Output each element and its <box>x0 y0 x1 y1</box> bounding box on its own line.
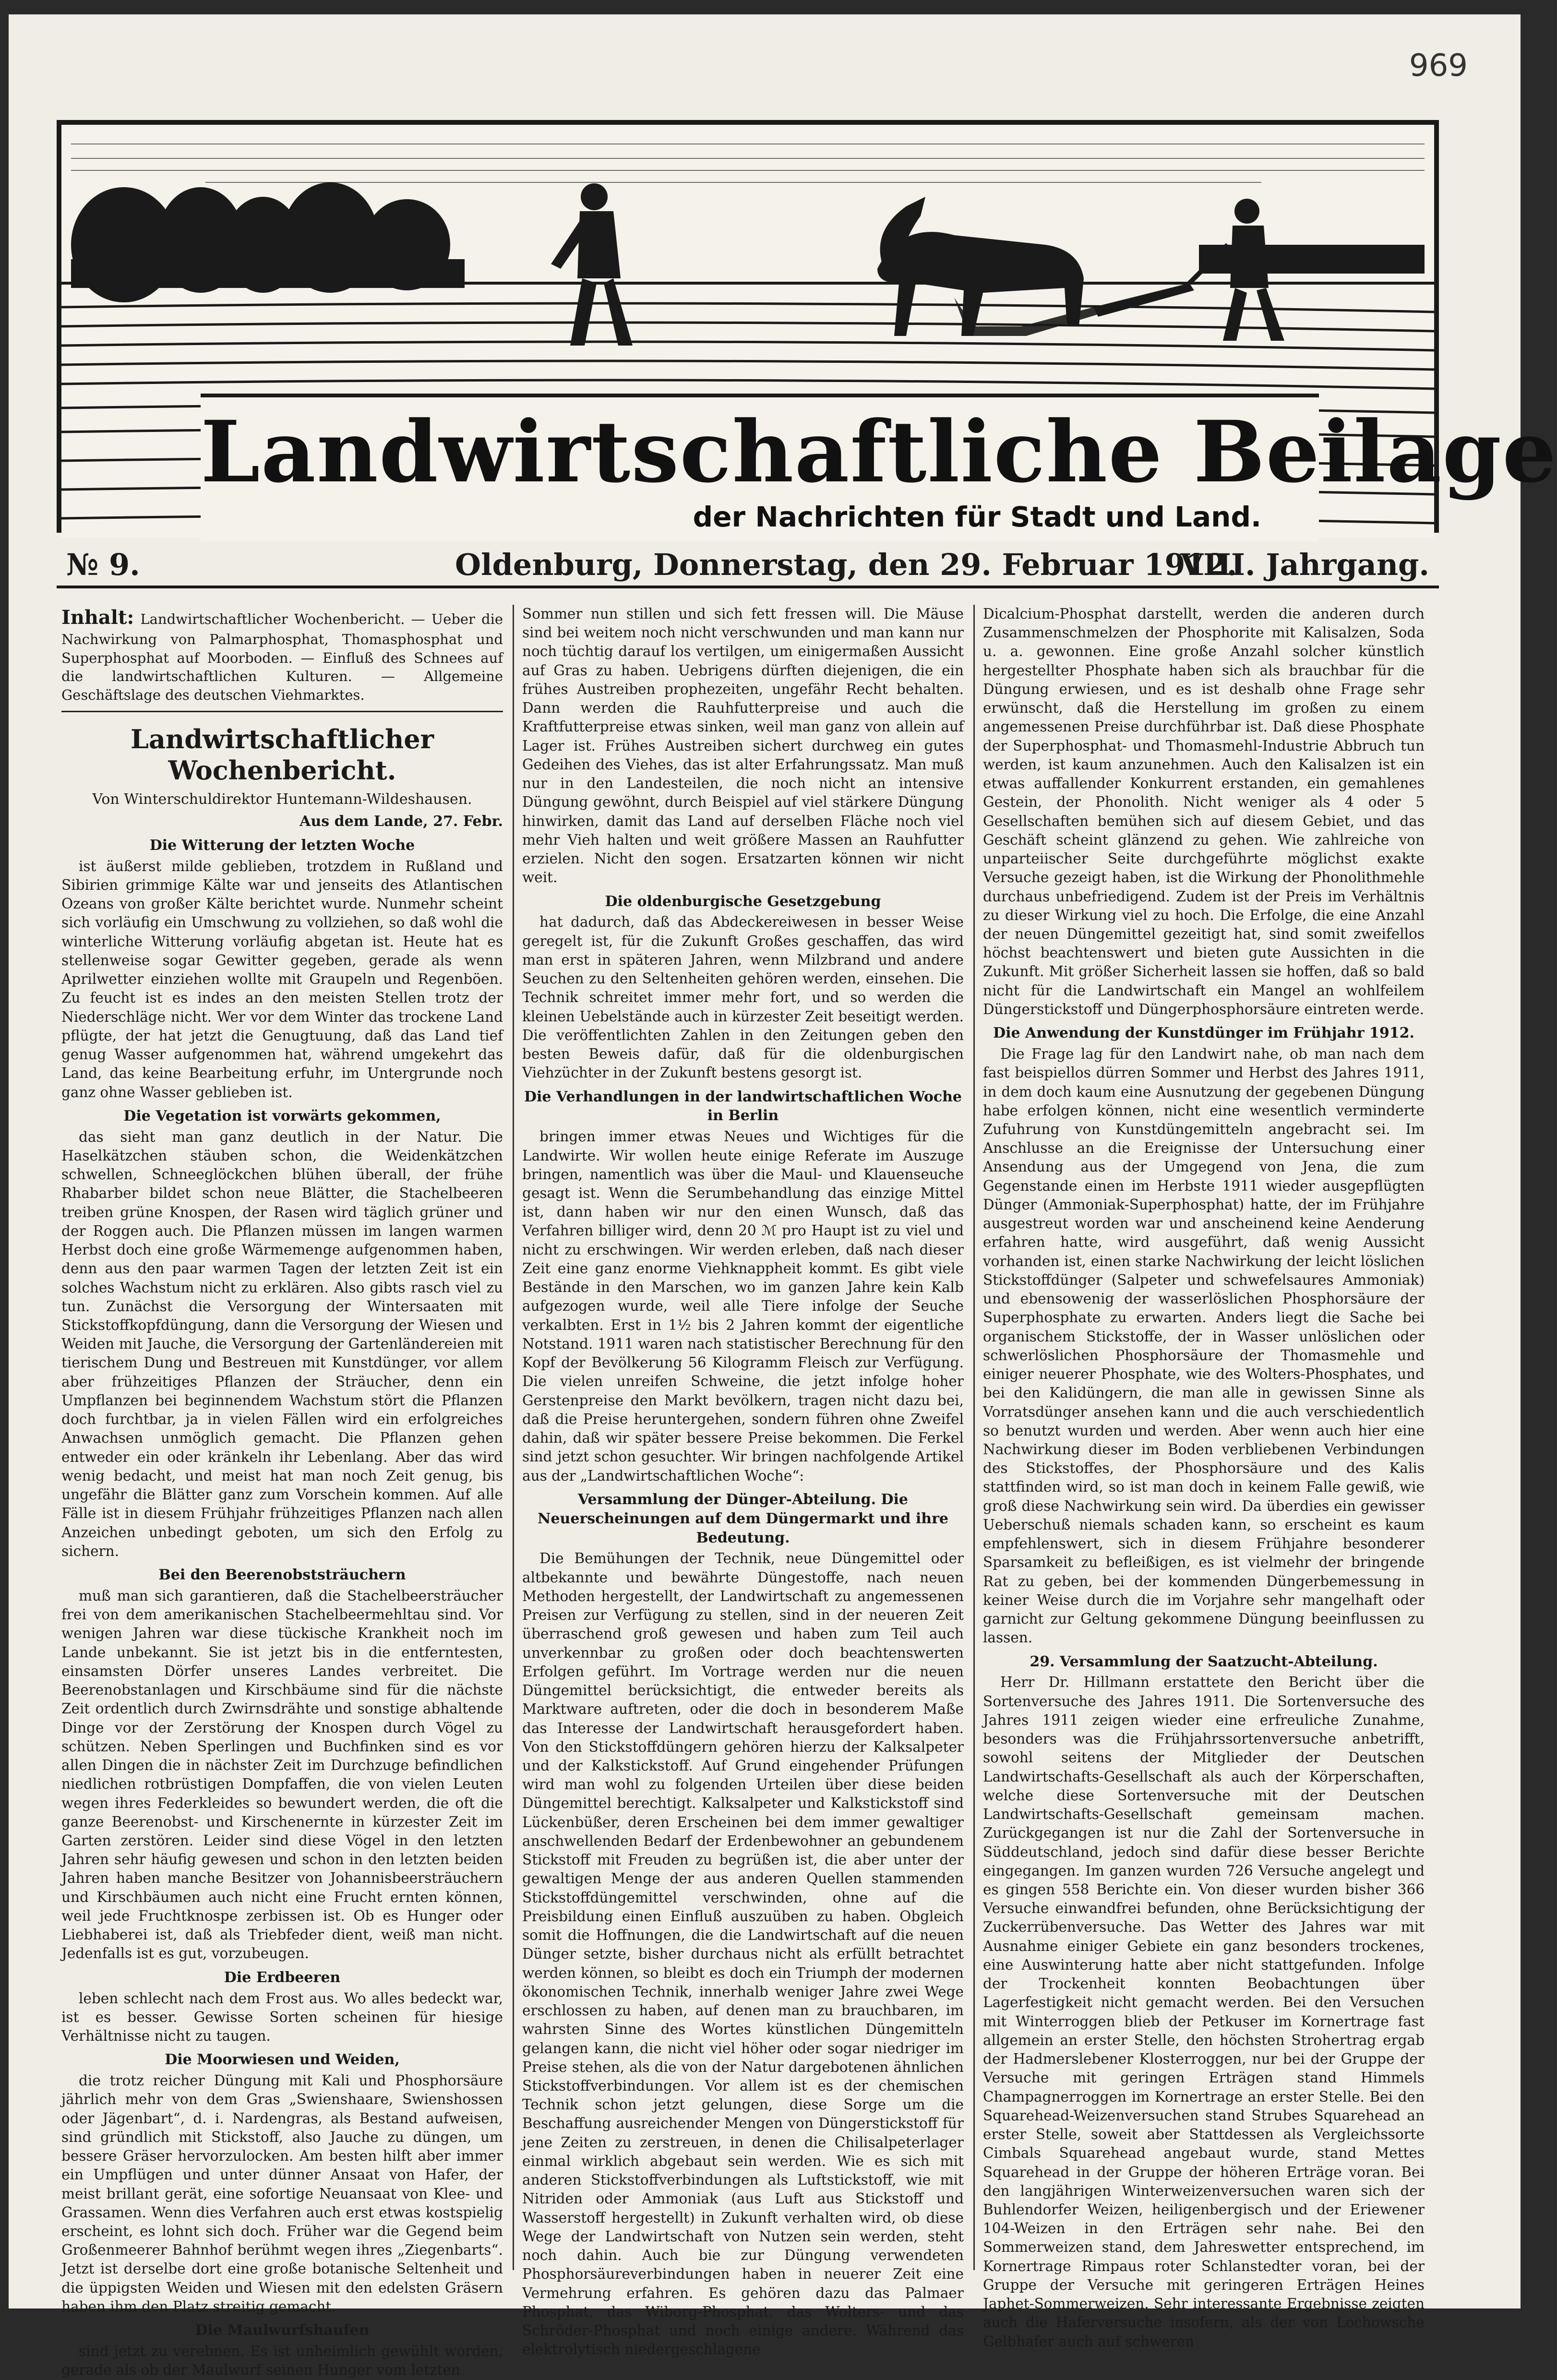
section-text: Die Bemühungen der Technik, neue Düngemittel oder altbekannte und bewährte Düngestoffe, nach neuen Methoden hergestellt, der Landwirtschaft zu angemessenen Preisen zur Verfügung zu stellen, sind in der neueren Zeit überraschend groß gewesen und haben zum Teil auch unverkennbar zu großen oder doch beachtenswerten Erfolgen geführt. Im Vortrage werden nur die neuen Düngemittel berücksichtigt, die entweder bereits als Marktware auftreten, oder die doch in besonderem Maße das Interesse der Landwirtschaft herausgefordert haben. Von den Stickstoffdüngern gehören hierzu der Kalksalpeter und der Kalkstickstoff. Auf Grund eingehender Prüfungen wird man wohl zu folgenden Urteilen über diese beiden Düngemittel berechtigt. Kalksalpeter und Kalkstickstoff sind Lückenbüßer, deren Erscheinen bei dem immer gewaltiger anschwellenden Bedarf der Erdenbewohner an gebundenem Stickstoff mit Freuden zu begrüßen ist, die aber unter der gewaltigen Menge der aus anderen Quellen stammenden Stickstoffdüngemittel verschwinden, ohne auf die Preisbildung einen Einfluß auszuüben zu haben. Obgleich somit die Hoffnungen, die die Landwirtschaft auf die neuen Dünger setzte, bisher durchaus nicht als erfüllt betrachtet werden können, so bleibt es doch ein Triumph der modernen ökonomischen Technik, innerhalb weniger Jahre zwei Wege erschlossen zu haben, auf denen man zu brauchbaren, im wahrsten Sinne des Wortes künstlichen Düngemitteln gelangen kann, die nicht viel höher oder sogar niedriger im Preise stehen, als die von der Natur dargebotenen ähnlichen Stickstoffverbindungen. Vor allem ist es der chemischen Technik schon jetzt gelungen, diese Sorge um die Beschaffung ausreichender Mengen von Düngerstickstoff für jene Zeiten zu zerstreuen, in denen die Chilisalpeterlager einmal wirklich abgebaut sein werden. Wie es sich mit anderen Stickstoffverbindungen als Luftstickstoff, wie mit Nitriden oder Ammoniak (aus Luft aus Stickstoff und Wasserstoff hergestellt) in Zukunft verhalten wird, ob diese Wege der Landwirtschaft von Nutzen sein werden, steht noch dahin. Auch bie zur Düngung verwendeten Phosphorsäureverbindungen haben in neuerer Zeit eine Vermehrung erfahren. Es gehören dazu das Palmaer Phosphat, das Wiborg-Phosphat, das Wolters- und das Schröder-Phosphat und noch einige andere. Während das elektrolytisch niedergeschlagene <box>522 1550 964 2358</box>
masthead <box>57 120 1557 533</box>
column-1 <box>61 605 503 2379</box>
section-heading: Die Witterung der letzten Woche <box>149 837 415 854</box>
toc-label: Inhalt: <box>61 606 134 629</box>
section-text: hat dadurch, daß das Abdeckereiwesen in besser Weise geregelt ist, für die Zukunft Großes geschaffen, das wird man erst in späteren Jahren, wenn Milzbrand und andere Seuchen zu den Seltenheiten gehören werden, einsehen. Die Technik schreitet immer mehr fort, und so werden die kleinen Uebelstände auch in kürzester Zeit beseitigt werden. Die veröffentlichten Zahlen in den Zeitungen geben den besten Beweis dafür, daß für die oldenburgischen Viehzüchter in der Zukunft bestens gesorgt ist. <box>522 914 964 1081</box>
volume-year: VIII. Jahrgang. <box>1180 547 1429 582</box>
section-rule <box>61 711 503 712</box>
section-text: ist äußerst milde geblieben, trotzdem in Rußland und Sibirien grimmige Kälte war und jenseits des Atlantischen Ozeans von großer Kälte berichtet wurde. Nunmehr scheint sich vorläufig ein Umschwung zu vollziehen, so daß wohl die winterliche Witterung vorläufig abgetan ist. Heute hat es stellenweise sogar Gewitter gegeben, gerade als wenn Aprilwetter einziehen wollte mit Graupeln und Regenböen. Zu feucht ist es indes an den meisten Stellen trotz der Niederschläge nicht. Wer vor dem Winter das trockene Land pflügte, der hat jetzt die Genugtuung, daß das Land tief genug Wasser aufgenommen hat, während umgekehrt das Land, das keine Bearbeitung erfuhr, im Untergrunde noch ganz ohne Wasser geblieben ist. <box>61 858 503 1100</box>
column-3 <box>983 605 1425 2350</box>
section-heading: Versammlung der Dünger-Abteilung. Die Neuerscheinungen auf dem Düngermarkt und ihre Bedeutung. <box>538 1491 948 1546</box>
section-text: die trotz reicher Düngung mit Kali und Phosphorsäure jährlich mehr von dem Gras „Swienshaare, Swienshossen oder Jägenbart“, d. i. Nardengras, als Bestand aufweisen, sind gründlich mit Stickstoff, also Jauche zu düngen, um bessere Gräser hervorzulocken. Am besten hilft aber immer ein Umpflügen und unter dünner Ansaat von Hafer, der meist brillant gerät, eine sofortige Neuansaat von Klee- und Grassamen. Wenn dies Verfahren auch erst etwas kostspielig erscheint, es lohnt sich doch. Früher war die Gegend beim Großenmeerer Bahnhof berühmt wegen ihres „Ziegenbarts“. Jetzt ist derselbe dort eine große botanische Seltenheit und die üppigsten Weiden und Wiesen mit den edelsten Gräsern haben ihm den Platz streitig gemacht. <box>61 2072 503 2315</box>
dateline <box>57 547 1439 588</box>
section-text: das sieht man ganz deutlich in der Natur. Die Haselkätzchen stäuben schon, die Weidenkätzchen schwellen, Schneeglöckchen blühen überall, der frühe Rhabarber bildet schon neue Blätter, die Stachelbeeren treiben grüne Knospen, der Rasen wird täglich grüner und der Roggen auch. Die Pflanzen müssen im langen warmen Herbst doch eine große Wärmemenge aufgenommen haben, denn aus den paar warmen Tagen der letzten Zeit ist ein solches Wachstum nicht zu erklären. Also gibts rasch viel zu tun. Zunächst die Versorgung der Wintersaaten mit Stickstoffkopfdüngung, dann die Versorgung der Wiesen und Weiden mit Jauche, die Versorgung der Gartenländereien mit tierischem Dung und Bestreuen mit Kunstdünger, vor allem aber frühzeitiges Pflanzen der Sträucher, denn ein Umpflanzen bei beginnendem Wachstum stört die Pflanzen doch furchtbar, ja in vielen Fällen wird ein erfolgreiches Anwachsen unmöglich gemacht. Die Pflanzen gehen entweder ein oder kränkeln ihr Lebenlang. Aber das wird wenig bedacht, und meist hat man noch Zeit genug, bis ungefähr die Blätter ganz zum Vorschein kommen. Auf alle Fälle ist in diesem Frühjahr frühzeitiges Pflanzen nach allen Anzeichen unbedingt geboten, um sich den Erfolg zu sichern. <box>61 1128 503 1559</box>
section-text: bringen immer etwas Neues und Wichtiges für die Landwirte. Wir wollen heute einige Referate im Auszuge bringen, namentlich was über die Maul- und Klauenseuche gesagt ist. Wenn die Serumbehandlung das einzige Mittel ist, dann haben wir nur den einen Wunsch, daß das Verfahren billiger wird, denn 20 ℳ pro Haupt ist zu viel und nicht zu erschwingen. Wir werden erleben, daß nach dieser Zeit eine ganz enorme Viehknappheit kommt. Es gibt viele Bestände in den Marschen, wo im ganzen Jahre kein Kalb aufgezogen wurde, weil alle Tiere infolge der Seuche verkalbten. Erst in 1½ bis 2 Jahren kommt der eigentliche Notstand. 1911 waren nach statistischer Berechnung für den Kopf der Bevölkerung 56 Kilogramm Fleisch zur Verfügung. Die vielen unreifen Schweine, die jetzt infolge hoher Gerstenpreise den Markt bevölkern, tragen nicht dazu bei, daß die Preise heruntergehen, sondern führen ohne Zweifel dahin, daß wir später bessere Preise bekommen. Die Ferkel sind jetzt schon gesuchter. Wir bringen nachfolgende Artikel aus der „Landwirtschaftlichen Woche“: <box>522 1128 964 1484</box>
section-text: sind jetzt zu verebnen. Es ist unheimlich gewühlt worden, gerade als ob der Maulwurf seinen Hunger vom letzten <box>61 2343 503 2379</box>
issue-number: № 9. <box>66 547 140 582</box>
section-heading: Die Vegetation ist vorwärts gekommen, <box>123 1107 441 1124</box>
article-title: Landwirtschaftlicher Wochenbericht. <box>130 724 434 786</box>
section-heading: 29. Versammlung der Saatzucht-Abteilung. <box>1030 1653 1378 1670</box>
masthead-title: Landwirtschaftliche Beilage <box>201 402 1557 502</box>
section-text: Dicalcium-Phosphat darstellt, werden die anderen durch Zusammenschmelzen der Phosphorite mit Kalisalzen, Soda u. a. gewonnen. Eine große Anzahl solcher künstlich hergestellter Phosphate haben sich als brauchbar für die Düngung erwiesen, und es ist deshalb ohne Frage sehr erwünscht, daß die Herstellung im großen zu einem angemessenen Preise durchführbar ist. Daß diese Phosphate der Superphosphat- und Thomasmehl-Industrie Abbruch tun werden, ist kaum anzunehmen. Auch den Kalisalzen ist ein etwas auffallender Konkurrent erstanden, ein gemahlenes Gestein, der Phonolith. Nicht weniger als 4 oder 5 Gesellschaften bemühen sich auf diesem Gebiet, und das Geschäft scheint glänzend zu gehen. Wie zahlreiche von unparteiischer Seite durchgeführte möglichst exakte Versuche gezeigt haben, ist die Wirkung der Phonolithmehle durchaus unbefriedigend. Zudem ist der Preis im Verhältnis zu dieser Wirkung viel zu hoch. Die Erfolge, die eine Anzahl der neuen Düngemittel gezeitigt hat, sind somit zweifellos höchst beachtenswert und bieten gute Aussichten in die Zukunft. Mit größer Sicherheit lassen sie hoffen, daß so bald nicht für die Landwirtschaft ein Mangel an wohlfeilem Düngerstickstoff und Düngerphosphorsäure eintreten werde. <box>983 606 1425 1017</box>
section-heading: Die Erdbeeren <box>224 1969 341 1986</box>
section-text: Die Frage lag für den Landwirt nahe, ob man nach dem fast beispiellos dürren Sommer und Herbst des Jahres 1911, in dem doch kaum eine Ausnutzung der gegebenen Düngung habe erfolgen können, nicht eine wesentlich verminderte Zufuhrung von Kunstdüngemitteln angebracht sei. Im Anschlusse an die Ereignisse der Untersuchung einer Ansendung aus der Umgegend von Jena, die zum Gegenstande einen im Herbste 1911 wieder ausgepflügten Dünger (Ammoniak-Superphosphat) hatte, der im Frühjahre ausgestreut worden war und anscheinend keine Aenderung erfahren hatte, wird ausgeführt, daß wenig Aussicht vorhanden ist, einen starke Nachwirkung der leicht löslichen Stickstoffdünger (Salpeter und schwefelsaures Ammoniak) und ebensowenig der wasserlöslichen Phosphorsäure der Superphosphate zu erwarten. Anders liegt die Sache bei organischem Stickstoffe, der in Wasser unlöslichen oder schwerlöslichen Phosphorsäure der Thomasmehle und einiger neuerer Phosphate, wie des Wolters-Phosphates, und bei den Kalidüngern, die man alle in gewissen Sinne als Vorratsdünger ansehen kann und die auch verschiedentlich so benutzt wurden und werden. Aber wenn auch hier eine Nachwirkung dieser im Boden verbliebenen Verbindungen des Stickstoffes, der Phosphorsäure und des Kalis stattfinden wird, so ist man doch in keinem Falle gewiß, wie groß diese Nachwirkung sein wird. Da überdies ein gewisser Ueberschuß niemals schaden kann, so erscheint es kaum empfehlenswert, sich in diesem Frühjahre besonderer Sparsamkeit zu befleißigen, es ist vielmehr der bringende Rat zu geben, bei der kommenden Düngerbemessung in keiner Weise durch die im Vorjahre sehr mangelhaft oder garnicht zur Geltung gekommene Düngung beeinflussen zu lassen. <box>983 1046 1425 1646</box>
column-divider <box>973 605 975 2270</box>
section-text: Herr Dr. Hillmann erstattete den Bericht über die Sortenversuche des Jahres 1911. Die Sortenversuche des Jahres 1911 zeigen wieder eine erfreuliche Zunahme, besonders was die Frühjahrssortenversuche anbetrifft, sowohl seitens der Mitglieder der Deutschen Landwirtschafts-Gesellschaft als auch der Körperschaften, welche diese Sortenversuche mit der Deutschen Landwirtschafts-Gesellschaft gemeinsam machen. Zurückgegangen ist nur die Zahl der Sortenversuche in Süddeutschland, jedoch sind dafür diese besser Berichte eingegangen. Im ganzen wurden 726 Versuche angelegt und es gingen 558 Berichte ein. Von dieser wurden bisher 366 Versuche einwandfrei befunden, ohne Berücksichtigung der Zuckerrübenversuche. Das Wetter des Jahres war mit Ausnahme einiger Gebiete ein ganz besonders trockenes, eine Auswinterung hatte aber nicht stattgefunden. Infolge der Trockenheit konnten Beobachtungen über Lagerfestigkeit nicht gemacht werden. Bei den Versuchen mit Winterroggen blieb der Petkuser im Kornertrage fast allgemein an erster Stelle, den höchsten Strohertrag ergab der Hadmerslebener Klosterroggen, nur bei der Gruppe der Versuche mit geringen Erträgen stand Himmels Champagnerroggen im Kornertrage an erster Stelle. Bei den Squarehead-Weizenversuchen stand Strubes Squarehead an erster Stelle, soweit aber Stattdessen als Vergleichssorte Cimbals Squarehead angebaut wurde, stand Mettes Squarehead in der Gruppe der höheren Erträge voran. Bei den langjährigen Winterweizenversuchen waren sich der Buhlendorfer Weizen, heiligenbergisch und der Eriewener 104-Weizen in den Erträgen sehr nahe. Bei den Sommerweizen stand, dem Jahreswetter entsprechend, im Kornertrage Rimpaus roter Schlanstedter voran, bei der Gruppe der Versuche mit geringeren Erträgen Heines Japhet-Sommerweizen. Sehr interessante Ergebnisse zeigten auch die Haferversuche insofern, als der von Lochowsche Gelbhafer auch auf schweren <box>983 1674 1425 2350</box>
column-2 <box>522 605 964 2358</box>
table-of-contents <box>61 605 503 704</box>
section-heading: Die Moorwiesen und Weiden, <box>165 2051 400 2069</box>
article-place-date: Aus dem Lande, 27. Febr. <box>299 813 503 830</box>
place-and-date: Oldenburg, Donnerstag, den 29. Februar 1912. <box>455 547 1237 582</box>
section-heading: Bei den Beerenobststräuchern <box>158 1567 406 1584</box>
section-text: leben schlecht nach dem Frost aus. Wo alles bedeckt war, ist es besser. Gewisse Sorten scheinen für hiesige Verhältnisse nicht zu taugen. <box>61 1990 503 2044</box>
page-number: 969 <box>1409 48 1468 84</box>
toc-text: Landwirtschaftlicher Wochenbericht. — Ueber die Nachwirkung von Palmarphosphat, Thomasphosphat und Superphosphat auf Moorboden. — Einfluß des Schnees auf die landwirtschaftlichen Kulturen. — Allgemeine Geschäftslage des deutschen Viehmarktes. <box>61 611 503 703</box>
section-text: muß man sich garantieren, daß die Stachelbeersträucher frei von dem amerikanischen Stachelbeermehltau sind. Vor wenigen Jahren war diese tückische Krankheit noch im Lande unbekannt. Sie ist jetzt bis in die entferntesten, einsamsten Dörfer unseres Landes verbreitet. Die Beerenobstanlagen und Kirschbäume sind für die nächste Zeit ordentlich durch Zwirnsdrähte und sonstige abhaltende Dinge vor der Zerstörung der Knospen durch Vögel zu schützen. Neben Sperlingen und Buchfinken sind es vor allen Dingen die in nächster Zeit im Durchzuge befindlichen niedlichen rotbrüstigen Dompfaffen, die von vielen Leuten wegen ihres Federkleides so bewundert werden, die oft die ganze Beerenobst- und Kirschenernte in kürzester Zeit im Garten zerstören. Leider sind diese Vögel in den letzten Jahren sehr häufig gewesen und schon in den letzten beiden Jahren haben manche Besitzer von Johannisbeersträuchern und Kirschbäumen auch nicht eine Frucht ernten können, weil jede Fruchtknospe zerbissen ist. Ob es Hunger oder Liebhaberei ist, daß als Triebfeder dient, weiß man nicht. Jedenfalls ist es gut, vorzubeugen. <box>61 1587 503 1962</box>
column-divider <box>513 605 514 2270</box>
newspaper-page <box>9 14 1557 2379</box>
section-heading: Die Maulwurfshaufen <box>195 2322 370 2339</box>
article-byline: Von Winterschuldirektor Huntemann-Wildeshausen. <box>92 791 472 808</box>
section-heading: Die Anwendung der Kunstdünger im Frühjahr 1912. <box>993 1025 1414 1042</box>
section-text: Sommer nun stillen und sich fett fressen will. Die Mäuse sind bei weitem noch nicht verschwunden und man kann nur noch tüchtig darauf los vertilgen, um einigermaßen Aussicht auf Gras zu haben. Uebrigens dürften diejenigen, die ein frühes Austreiben prophezeiten, ungefähr Recht behalten. Dann werden die Rauhfutterpreise und auch die Kraftfutterpreise etwas sinken, weil man ganz von allein auf Lager ist. Frühes Austreiben sichert durchweg ein gutes Gedeihen des Viehes, das ist alter Erfahrungssatz. Man muß nur in den Landesteilen, die noch nicht an intensive Düngung gewöhnt, durch Beispiel auf viel stärkere Düngung hinwirken, damit das Land auf derselben Fläche noch viel mehr Vieh halten und weit größere Massen an Rauhfutter erzielen. Nicht den sogen. Ersatzarten können wir nicht weit. <box>522 606 964 886</box>
masthead-subtitle: der Nachrichten für Stadt und Land. <box>693 501 1261 533</box>
section-heading: Die oldenburgische Gesetzgebung <box>605 893 881 910</box>
masthead-title-box <box>201 394 1557 541</box>
section-heading: Die Verhandlungen in der landwirtschaftlichen Woche in Berlin <box>524 1088 962 1124</box>
